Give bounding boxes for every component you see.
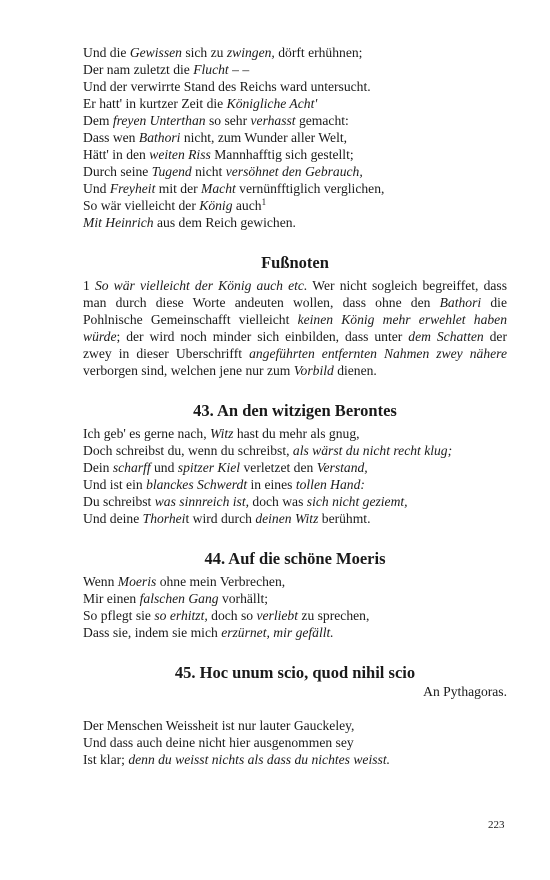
italic-text: Vorbild <box>293 363 334 378</box>
verse-line <box>83 607 507 624</box>
text-run: auch <box>232 198 262 213</box>
text-run: So pflegt sie <box>83 608 155 623</box>
text-run: Du schreibst <box>83 494 155 509</box>
text-run: verletzet den <box>240 460 317 475</box>
verse-line <box>83 751 507 768</box>
verse-line <box>83 717 507 734</box>
text-run: Hätt' in den <box>83 147 150 162</box>
text-run: Wenn <box>83 574 118 589</box>
verse-line <box>83 734 507 751</box>
text-run: t wird durch <box>185 511 256 526</box>
text-run: Der Menschen Weissheit ist nur lauter Gauckeley, <box>83 718 355 733</box>
poem-45-heading: 45. Hoc unum scio, quod nihil scio <box>174 663 416 682</box>
footnote-marker: 1 <box>261 197 267 207</box>
verse-line <box>83 442 507 459</box>
text-run: Ich geb' es gerne nach, <box>83 426 210 441</box>
italic-text: Macht <box>201 181 236 196</box>
verse-line <box>83 146 507 163</box>
verse-line <box>83 510 507 527</box>
text-run: Wer nicht sogleich begreiffet, dass man durch diese Worte andeuten wollen, dass ohne den <box>83 278 507 310</box>
text-run: Und ist ein <box>83 477 147 492</box>
text-run: Dem <box>83 113 113 128</box>
italic-text: spitzer Kiel <box>177 460 241 475</box>
verse-line <box>83 459 507 476</box>
italic-text: Verstand, <box>316 460 368 475</box>
text-run: dienen. <box>333 363 377 378</box>
poem-top <box>83 44 507 231</box>
text-run: nicht, zum Wunder aller Welt, <box>180 130 348 145</box>
text-run: ohne mein Verbrechen, <box>156 574 286 589</box>
verse-line <box>83 44 507 61</box>
verse-line <box>83 163 507 180</box>
italic-text: Mit Heinrich <box>83 215 154 230</box>
text-run: mit der <box>155 181 202 196</box>
text-run: So wär vielleicht der <box>83 198 200 213</box>
text-run: doch was <box>249 494 307 509</box>
text-run: Ist klar; <box>83 752 129 767</box>
text-run: nicht <box>191 164 226 179</box>
italic-text: Moeris <box>117 574 157 589</box>
italic-text: Witz <box>210 426 234 441</box>
footnote-text <box>83 277 507 379</box>
italic-text: verliebt <box>256 608 299 623</box>
verse-line <box>83 624 507 641</box>
italic-text: so erhitzt, <box>154 608 208 623</box>
italic-text: blanckes Schwerdt <box>146 477 248 492</box>
verse-line <box>83 180 507 197</box>
italic-text: Bathori <box>439 295 482 310</box>
poem-44-body <box>83 573 507 641</box>
italic-text: Freyheit <box>109 181 156 196</box>
italic-text: sich nicht geziemt, <box>306 494 408 509</box>
text-run: dörft erhühnen; <box>274 45 363 60</box>
poem-44-heading: 44. Auf die schöne Moeris <box>204 549 386 568</box>
text-run: sich zu <box>181 45 227 60</box>
verse-line <box>83 590 507 607</box>
verse-line <box>83 61 507 78</box>
verse-line <box>83 95 507 112</box>
verse-line <box>83 214 507 231</box>
verse-line <box>83 78 507 95</box>
footnotes-heading: Fußnoten <box>261 253 329 272</box>
verse-line <box>83 112 507 129</box>
italic-text: was sinnreich ist, <box>154 494 250 509</box>
verse-line <box>83 197 507 214</box>
text-run: Und <box>83 181 110 196</box>
poem-43-body <box>83 425 507 527</box>
verse-line <box>83 573 507 590</box>
italic-text: freyen Unterthan <box>112 113 206 128</box>
italic-text: verhasst <box>250 113 296 128</box>
italic-text: Gewissen <box>129 45 182 60</box>
text-run: Er hatt' in kurtzer Zeit die <box>83 96 227 111</box>
italic-text: keinen König mehr erwehlet haben würde <box>83 312 507 344</box>
verse-line <box>83 425 507 442</box>
text-run: berühmt. <box>318 511 371 526</box>
text-run: in eines <box>247 477 296 492</box>
italic-text: Flucht <box>193 62 229 77</box>
text-run: Und deine <box>83 511 143 526</box>
italic-text: zwingen, <box>226 45 275 60</box>
italic-text: angeführten entfernten Nahmen zwey nähere <box>249 346 507 361</box>
page-number: 223 <box>488 819 505 831</box>
italic-text: König <box>199 198 233 213</box>
poem-43-heading: 43. An den witzigen Berontes <box>193 401 397 420</box>
text-run: zu sprechen, <box>298 608 370 623</box>
text-run: hast du mehr als gnug, <box>233 426 360 441</box>
text-run: die Pohlnische Gemeinschafft vielleicht <box>83 295 507 327</box>
text-run: Doch schreibst du, wenn du schreibst, <box>83 443 293 458</box>
text-run: Und die <box>83 45 130 60</box>
italic-text: weiten Riss <box>149 147 211 162</box>
text-run: Mir einen <box>83 591 140 606</box>
text-run: Und dass auch deine nicht hier ausgenommen sey <box>83 735 354 750</box>
text-run: Dein <box>83 460 113 475</box>
text-run: so sehr <box>205 113 251 128</box>
poem-45-body <box>83 717 507 768</box>
italic-text: tollen Hand: <box>295 477 365 492</box>
text-run: – – <box>228 62 250 77</box>
page-body <box>83 44 507 768</box>
italic-text: denn du weisst nichts als dass du nichtes weisst. <box>128 752 390 767</box>
verse-line <box>83 493 507 510</box>
italic-text: Bathori <box>138 130 181 145</box>
text-run: Der nam zuletzt die <box>83 62 194 77</box>
text-run: Mannhafftig sich gestellt; <box>210 147 354 162</box>
italic-text: So wär vielleicht der König auch etc. <box>94 278 308 293</box>
poem-45-attribution: An Pythagoras. <box>423 684 507 699</box>
text-run: Durch seine <box>83 164 152 179</box>
text-run: der zwey in dieser Uberschrifft <box>83 329 507 361</box>
italic-text: dem Schatten <box>408 329 484 344</box>
italic-text: Königliche Acht' <box>226 96 318 111</box>
italic-text: falschen Gang <box>139 591 219 606</box>
text-run: Und der verwirrte Stand des Reichs ward untersucht. <box>83 79 371 94</box>
text-run: Dass sie, indem sie mich <box>83 625 222 640</box>
italic-text: versöhnet den Gebrauch, <box>225 164 363 179</box>
text-run: aus dem Reich gewichen. <box>153 215 296 230</box>
text-run: gemacht: <box>295 113 349 128</box>
italic-text: erzürnet, mir gefällt. <box>221 625 334 640</box>
italic-text: Tugend <box>151 164 192 179</box>
text-run: vorhällt; <box>218 591 269 606</box>
italic-text: scharff <box>112 460 151 475</box>
text-run: vernünfftiglich verglichen, <box>235 181 385 196</box>
text-run: und <box>150 460 178 475</box>
text-run: 1 <box>83 278 95 293</box>
text-run: ; der wird noch minder sich einbilden, dass unter <box>116 329 409 344</box>
text-run: Dass wen <box>83 130 139 145</box>
italic-text: Thorhei <box>142 511 186 526</box>
verse-line <box>83 129 507 146</box>
italic-text: als wärst du nicht recht klug; <box>292 443 453 458</box>
text-run: verborgen sind, welchen jene nur zum <box>83 363 294 378</box>
verse-line <box>83 476 507 493</box>
text-run: doch so <box>207 608 257 623</box>
italic-text: deinen Witz <box>255 511 319 526</box>
